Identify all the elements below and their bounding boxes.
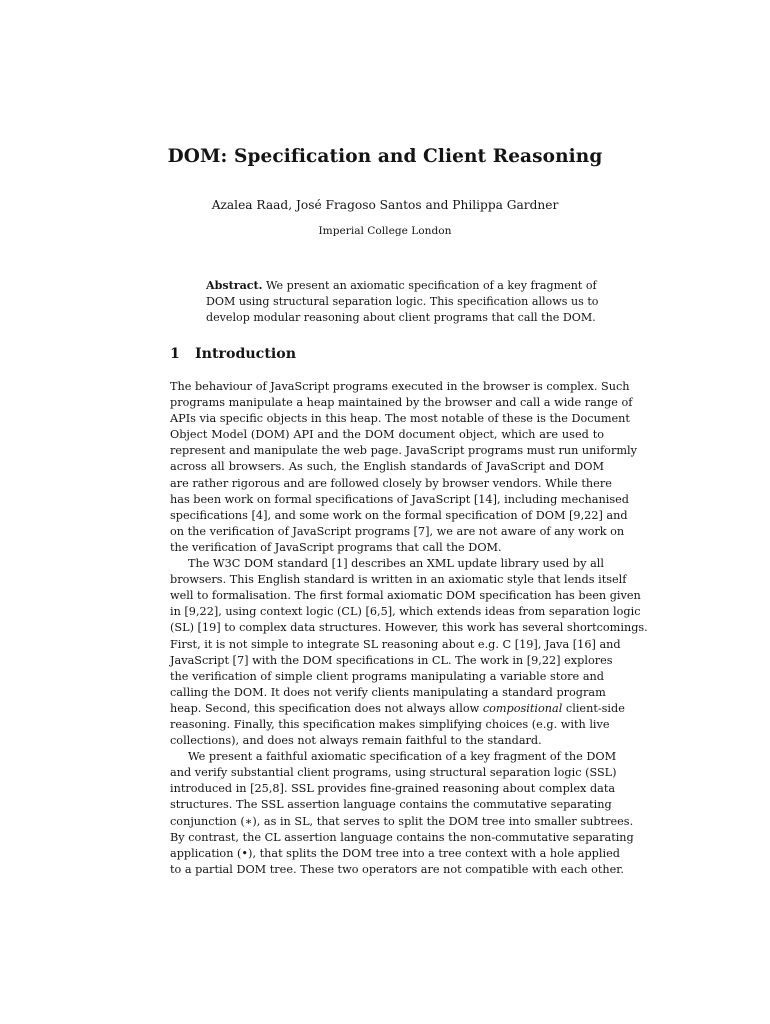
section-heading — [170, 346, 296, 362]
paper-affiliation: Imperial College London — [318, 225, 452, 237]
body-line: introduced in [25,8]. SSL provides fine-grained reasoning about complex data — [170, 782, 616, 796]
body-line: the verification of JavaScript programs that call the DOM. — [170, 540, 502, 554]
body-line: application (•), that splits the DOM tree into a tree context with a hole applied — [170, 846, 620, 860]
body-line: on the verification of JavaScript programs [7], we are not aware of any work on — [170, 524, 625, 538]
body-line: specifications [4], and some work on the formal specification of DOM [9,22] and — [170, 508, 628, 522]
section-number: 1 — [170, 346, 180, 362]
body-line: represent and manipulate the web page. JavaScript programs must run uniformly — [170, 444, 637, 458]
body-line: The behaviour of JavaScript programs executed in the browser is complex. Such — [170, 380, 630, 393]
body-text — [170, 379, 648, 878]
section-title: Introduction — [195, 346, 297, 362]
body-line: collections), and does not always remain faithful to the standard. — [170, 734, 542, 748]
paper-title: DOM: Specification and Client Reasoning — [167, 146, 603, 167]
body-line: well to formalisation. The first formal axiomatic DOM specification has been given — [170, 589, 641, 603]
body-line: First, it is not simple to integrate SL reasoning about e.g. C [19], Java [16] and — [170, 637, 621, 651]
body-line: APIs via specific objects in this heap. The most notable of these is the Document — [170, 412, 630, 426]
abstract-label: Abstract. — [206, 279, 263, 292]
body-line — [170, 701, 625, 717]
body-line: JavaScript [7] with the DOM specifications in CL. The work in [9,22] explores — [170, 653, 613, 667]
body-line: reasoning. Finally, this specification makes simplifying choices (e.g. with live — [170, 717, 610, 731]
body-line: calling the DOM. It does not verify clients manipulating a standard program — [170, 685, 606, 699]
body-line-tail: client-side — [562, 701, 625, 715]
body-line: By contrast, the CL assertion language contains the non-commutative separating — [170, 830, 634, 844]
body-line: Object Model (DOM) API and the DOM document object, which are used to — [170, 428, 604, 442]
body-line: and verify substantial client programs, using structural separation logic (SSL) — [170, 766, 617, 780]
body-line: in [9,22], using context logic (CL) [6,5], which extends ideas from separation logic — [170, 605, 641, 619]
emphasis-compositional: compositional — [482, 701, 563, 715]
abstract-line: develop modular reasoning about client programs that call the DOM. — [206, 311, 596, 325]
body-line: structures. The SSL assertion language contains the commutative separating — [170, 798, 612, 812]
body-line: are rather rigorous and are followed closely by browser vendors. While there — [170, 476, 612, 490]
body-line-text: heap. Second, this specification does not always allow — [170, 701, 483, 715]
body-line: to a partial DOM tree. These two operators are not compatible with each other. — [170, 862, 625, 876]
body-line: The W3C DOM standard [1] describes an XML update library used by all — [188, 557, 604, 571]
body-line: We present a faithful axiomatic specification of a key fragment of the DOM — [188, 750, 617, 764]
abstract — [206, 278, 599, 327]
body-line: browsers. This English standard is written in an axiomatic style that lends itself — [170, 573, 627, 587]
body-line: across all browsers. As such, the English standards of JavaScript and DOM — [170, 460, 604, 474]
body-line: (SL) [19] to complex data structures. However, this work has several shortcomings. — [170, 621, 648, 635]
abstract-line — [206, 278, 597, 294]
body-line: has been work on formal specifications of JavaScript [14], including mechanised — [170, 492, 629, 506]
paper-authors: Azalea Raad, José Fragoso Santos and Philippa Gardner — [211, 198, 559, 212]
body-line: conjunction (∗), as in SL, that serves to split the DOM tree into smaller subtrees. — [170, 814, 634, 828]
body-line: the verification of simple client programs manipulating a variable store and — [170, 669, 604, 683]
abstract-line: DOM using structural separation logic. This specification allows us to — [206, 295, 599, 309]
abstract-text: We present an axiomatic specification of a key fragment of — [262, 279, 597, 292]
body-line: programs manipulate a heap maintained by the browser and call a wide range of — [170, 396, 633, 410]
